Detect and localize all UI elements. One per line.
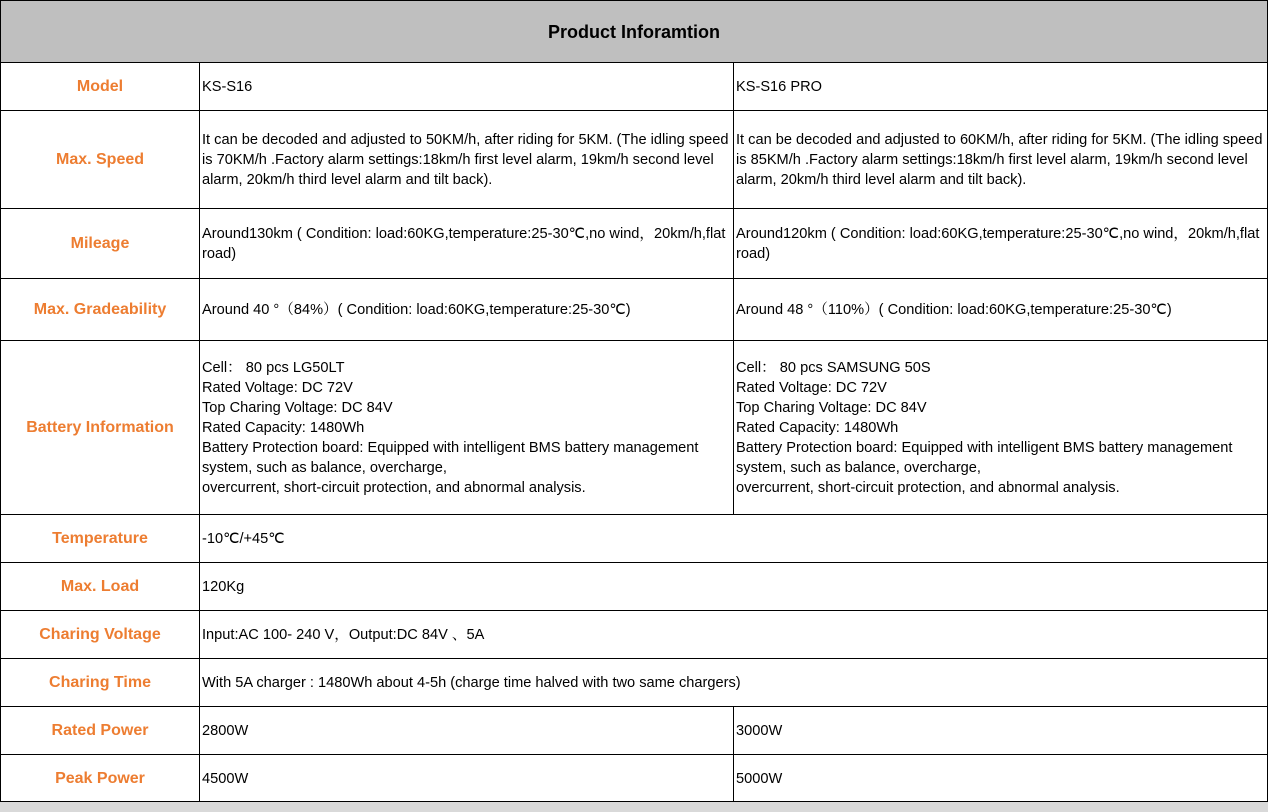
row-charging-time xyxy=(1,659,1268,707)
label-charging-time: Charing Time xyxy=(1,659,200,707)
label-rated-power: Rated Power xyxy=(1,707,200,755)
value-temperature: -10℃/+45℃ xyxy=(200,515,1268,563)
value-battery-s16: Cell： 80 pcs LG50LT Rated Voltage: DC 72V Top Charing Voltage: DC 84V Rated Capacity: 1480Wh Battery Protection board: Equipped with intelligent BMS battery management system, such as balance, overcharge, overcurrent, short-circuit protection, and abnormal analysis. xyxy=(200,341,734,515)
value-battery-s16-pro: Cell： 80 pcs SAMSUNG 50S Rated Voltage: DC 72V Top Charing Voltage: DC 84V Rated Capacity: 1480Wh Battery Protection board: Equipped with intelligent BMS battery management system, such as balance, overcharge, overcurrent, short-circuit protection, and abnormal analysis. xyxy=(734,341,1268,515)
value-rated-power-s16: 2800W xyxy=(200,707,734,755)
title-row xyxy=(1,1,1268,63)
row-gradeability xyxy=(1,279,1268,341)
label-mileage: Mileage xyxy=(1,209,200,279)
value-mileage-s16: Around130km ( Condition: load:60KG,temperature:25-30℃,no wind，20km/h,flat road) xyxy=(200,209,734,279)
value-charging-time: With 5A charger : 1480Wh about 4-5h (charge time halved with two same chargers) xyxy=(200,659,1268,707)
label-model: Model xyxy=(1,63,200,111)
value-peak-power-s16-pro: 5000W xyxy=(734,755,1268,803)
row-charging-voltage xyxy=(1,611,1268,659)
label-peak-power: Peak Power xyxy=(1,755,200,803)
row-mileage xyxy=(1,209,1268,279)
row-battery xyxy=(1,341,1268,515)
value-rated-power-s16-pro: 3000W xyxy=(734,707,1268,755)
next-header-strip xyxy=(0,801,1268,812)
table-title: Product Inforamtion xyxy=(1,1,1268,63)
row-max-load xyxy=(1,563,1268,611)
label-battery: Battery Information xyxy=(1,341,200,515)
label-charging-voltage: Charing Voltage xyxy=(1,611,200,659)
value-speed-s16: It can be decoded and adjusted to 50KM/h, after riding for 5KM. (The idling speed is 70KM/h .Factory alarm settings:18km/h first level alarm, 19km/h second level alarm, 20km/h third level alarm and tilt back). xyxy=(200,111,734,209)
row-rated-power xyxy=(1,707,1268,755)
value-mileage-s16-pro: Around120km ( Condition: load:60KG,temperature:25-30℃,no wind，20km/h,flat road) xyxy=(734,209,1268,279)
value-grade-s16: Around 40 °（84%）( Condition: load:60KG,temperature:25-30℃) xyxy=(200,279,734,341)
row-temperature xyxy=(1,515,1268,563)
value-grade-s16-pro: Around 48 °（110%）( Condition: load:60KG,temperature:25-30℃) xyxy=(734,279,1268,341)
value-model-s16-pro: KS-S16 PRO xyxy=(734,63,1268,111)
label-max-load: Max. Load xyxy=(1,563,200,611)
value-peak-power-s16: 4500W xyxy=(200,755,734,803)
row-max-speed xyxy=(1,111,1268,209)
label-max-speed: Max. Speed xyxy=(1,111,200,209)
value-max-load: 120Kg xyxy=(200,563,1268,611)
value-speed-s16-pro: It can be decoded and adjusted to 60KM/h, after riding for 5KM. (The idling speed is 85KM/h .Factory alarm settings:18km/h first level alarm, 19km/h second level alarm, 20km/h third level alarm and tilt back). xyxy=(734,111,1268,209)
row-peak-power xyxy=(1,755,1268,803)
value-model-s16: KS-S16 xyxy=(200,63,734,111)
value-charging-voltage: Input:AC 100- 240 V，Output:DC 84V 、5A xyxy=(200,611,1268,659)
label-gradeability: Max. Gradeability xyxy=(1,279,200,341)
row-model xyxy=(1,63,1268,111)
label-temperature: Temperature xyxy=(1,515,200,563)
